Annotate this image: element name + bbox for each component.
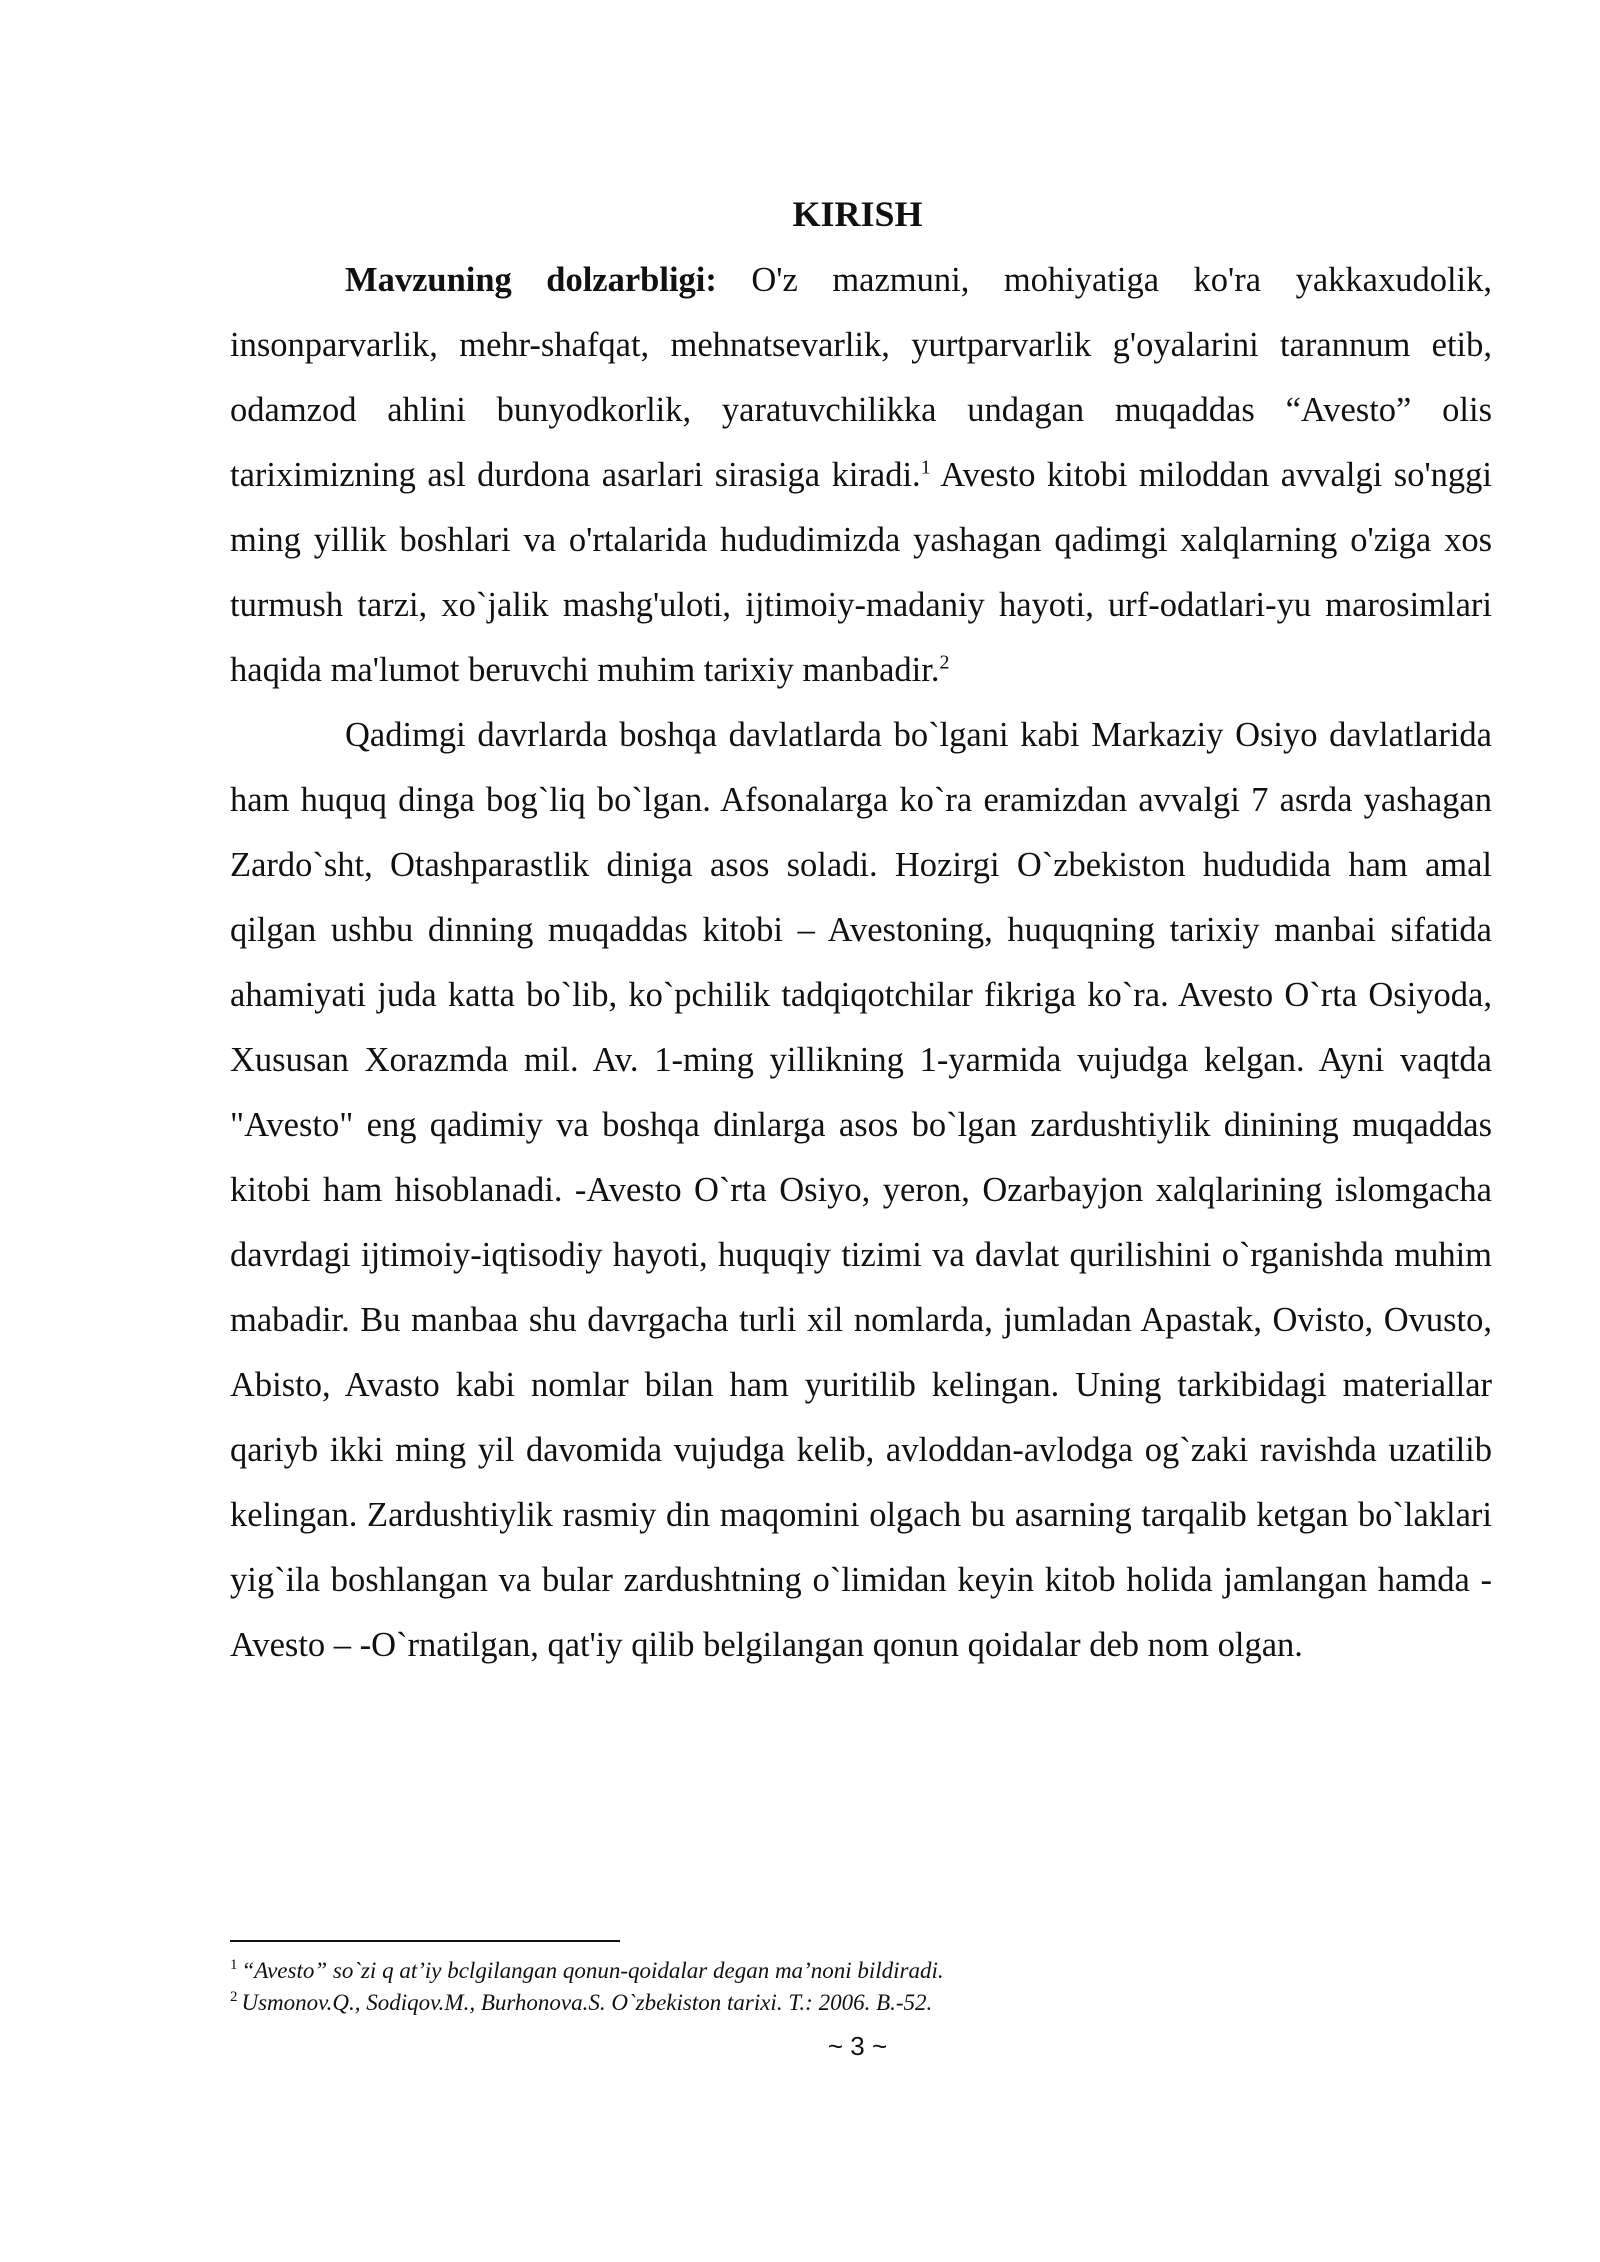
footnote-2-text: Usmonov.Q., Sodiqov.M., Burhonova.S. O`zbekiston tarixi. T.: 2006. B.-52. [241, 1990, 933, 2015]
paragraph-1-text-b: Avesto kitobi miloddan avvalgi so'nggi ming yillik boshlari va o'rtalarida hududimizda yashagan qadimgi xalqlarning o'ziga xos turmush tarzi, xo`jalik mashg'uloti, ijtimoiy-madaniy hayoti, urf-odatlari-yu marosimlari haqida ma'lumot beruvchi muhim tarixiy manbadir. [230, 456, 1492, 689]
section-title: KIRISH [792, 194, 923, 234]
footnote-2-number: 2 [230, 1989, 238, 2006]
body-text [230, 248, 1492, 1678]
footnotes [230, 1955, 1492, 2019]
paragraph-history: Qadimgi davrlarda boshqa davlatlarda bo`lgani kabi Markaziy Osiyo davlatlarida ham huquq dinga bog`liq bo`lgan. Afsonalarga ko`ra eramizdan avvalgi 7 asrda yashagan Zardo`sht, Otashparastlik diniga asos soladi. Hozirgi O`zbekiston hududida ham amal qilgan ushbu dinning muqaddas kitobi – Avestoning, huquqning tarixiy manbai sifatida ahamiyati juda katta bo`lib, ko`pchilik tadqiqotchilar fikriga ko`ra. Avesto O`rta Osiyoda, Xususan Xorazmda mil. Av. 1-ming yillikning 1-yarmida vujudga kelgan. Ayni vaqtda "Avesto" eng qadimiy va boshqa dinlarga asos bo`lgan zardushtiylik dinining muqaddas kitobi ham hisoblanadi. -Avesto O`rta Osiyo, yeron, Ozarbayjon xalqlarining islomgacha davrdagi ijtimoiy-iqtisodiy hayoti, huquqiy tizimi va davlat qurilishini o`rganishda muhim mabadir. Bu manbaa shu davrgacha turli xil nomlarda, jumladan Apastak, Ovisto, Ovusto, Abisto, Avasto kabi nomlar bilan ham yuritilib kelingan. Uning tarkibidagi materiallar qariyb ikki ming yil davomida vujudga kelib, avloddan-avlodga og`zaki ravishda uzatilib kelingan. Zardushtiylik rasmiy din maqomini olgach bu asarning tarqalib ketgan bo`laklari yig`ila boshlangan va bular zardushtning o`limidan keyin kitob holida jamlangan hamda -Avesto – -O`rnatilgan, qat'iy qilib belgilangan qonun qoidalar deb nom olgan. [230, 716, 1492, 1664]
footnote-separator [230, 1940, 620, 1942]
footnote-ref-1[interactable]: 1 [920, 456, 931, 479]
footnote-2 [230, 1987, 1492, 2019]
paragraph-relevance [230, 248, 1492, 703]
relevance-lead: Mavzuning dolzarbligi: [345, 261, 717, 299]
footnote-1-text: “Avesto” so`zi q at’iy bclgilangan qonun-qoidalar degan ma’noni bildiradi. [241, 1958, 944, 1983]
paragraph-1-text-a: O'z mazmuni, mohiyatiga ko'ra yakkaxudolik, insonparvarlik, mehr-shafqat, mehnatsevarlik, yurtparvarlik g'oyalarini tarannum etib, odamzod ahlini bunyodkorlik, yaratuvchilikka undagan muqaddas “Avesto” olis tariximizning asl durdona asarlari sirasiga kiradi. [230, 261, 1492, 494]
footnote-1 [230, 1955, 1492, 1987]
page-number: ~ 3 ~ [827, 2031, 888, 2061]
footnote-1-number: 1 [230, 1957, 238, 1974]
footnote-ref-2[interactable]: 2 [939, 651, 950, 674]
